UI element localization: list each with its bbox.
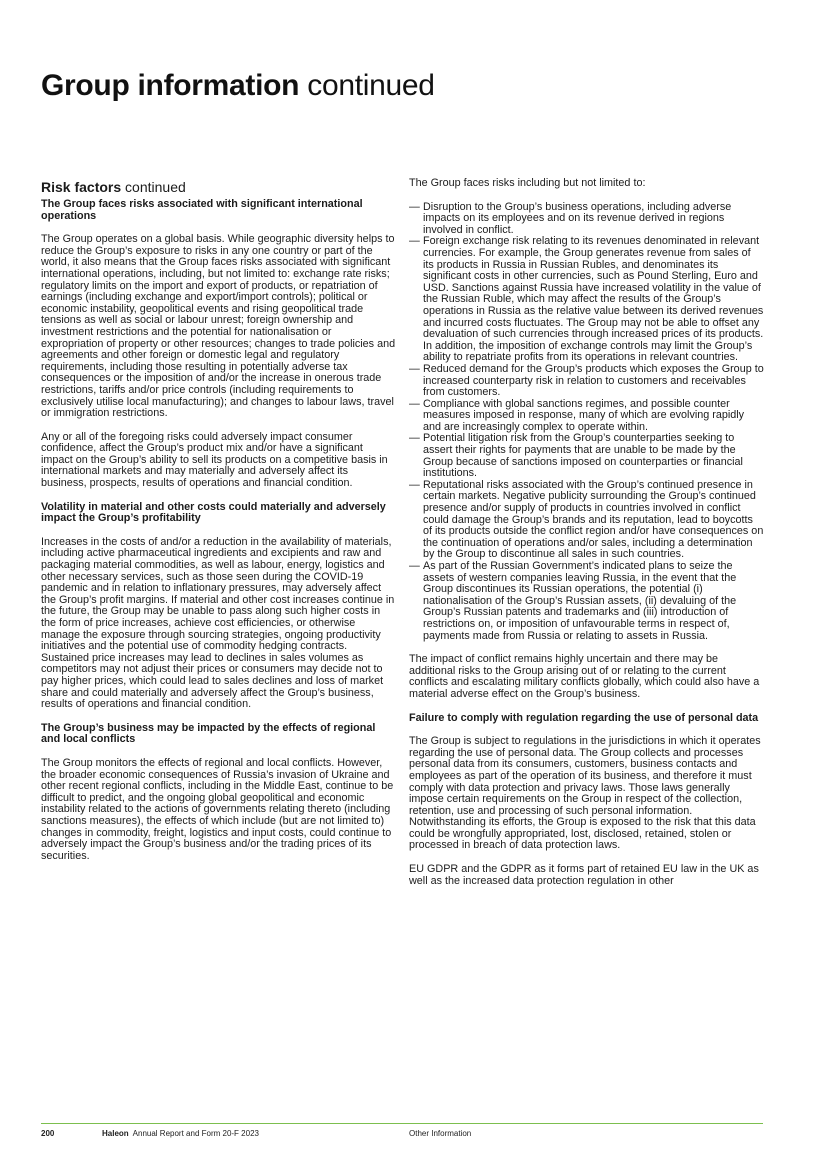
subhead-regional-conflicts: The Group’s business may be impacted by the effects of regional and local conflicts (41, 721, 376, 746)
subhead-personal-data: Failure to comply with regulation regarding the use of personal data (409, 711, 759, 724)
section-title (41, 178, 396, 196)
paragraph-consumer-confidence: Any or all of the foregoing risks could adversely impact consumer confidence, affect the Group’s product mix and/or have a significant impact on the Group’s ability to sell its products on a competitive basis in international markets and may materially and adversely affect its business, prospects, results of operations and financial condition. (41, 430, 388, 490)
list-item: — Potential litigation risk from the Group’s counterparties seeking to assert their rights for payments that are unable to be made by the Group because of sanctions imposed on counterparties or financial institutions. (409, 433, 764, 479)
list-item: — As part of the Russian Government’s indicated plans to seize the assets of western companies leaving Russia, in the event that the Group discontinues its Russian operations, the potential (i) nationalisation of the Group’s Russian assets, (ii) devaluing of the Group’s Russian patents and trademarks and (iii) introduction of restrictions on, or imposition of unfavourable terms in respect of, payments made from Russia or relating to assets in Russia. (409, 561, 764, 642)
page-title-bold: Group information (41, 69, 300, 102)
paragraph-regional-conflicts: The Group monitors the effects of regional and local conflicts. However, the broader economic consequences of Russia’s invasion of Ukraine and other recent regional conflicts, including in the Middle East, continue to be difficult to predict, and the ongoing global geopolitical and economic instability related to the actions of governments relating thereto (including sanctions measures), the effects of which include (but are not limited to) changes in commodity, freight, logistics and input costs, could continue to adversely impact the Group’s business and/or the trading prices of its securities. (41, 756, 394, 862)
footer-section-name: Other Information (409, 1129, 472, 1138)
list-item: — Disruption to the Group’s business operations, including adverse impacts on its employees and on its revenue derived in regions involved in conflict. (409, 202, 764, 237)
subhead-material-costs: Volatility in material and other costs could materially and adversely impact the Group’s profitability (41, 500, 386, 525)
section-title-continued: continued (121, 179, 186, 195)
paragraph-conflict-impact: The impact of conflict remains highly uncertain and there may be additional risks to the Group arising out of or relating to the current conflicts and escalating military conflicts globally, which could also have a material adverse effect on the Group’s business. (409, 653, 760, 700)
list-item: — Foreign exchange risk relating to its revenues denominated in relevant currencies. For example, the Group generates revenue from sales of its products in Russia in Russian Rubles, and denominates its significant costs in other currencies, such as Pound Sterling, Euro and USD. Sanctions against Russia have increased volatility in the value of the Russian Ruble, which may affect the results of the Group’s operations in Russia as the relative value between its derived revenues and incurred costs fluctuates. The Group may not be able to offset any devaluation of such currencies through increased prices of its products. In addition, the imposition of exchange controls may limit the Group’s ability to repatriate profits from its operations in relevant countries. (409, 236, 764, 364)
list-item: — Compliance with global sanctions regimes, and possible counter measures imposed in response, many of which are evolving rapidly and are increasingly complex to operate within. (409, 399, 764, 434)
footer-divider (41, 1123, 763, 1124)
page-number: 200 (41, 1129, 55, 1138)
paragraph-material-costs: Increases in the costs of and/or a reduction in the availability of materials, including active pharmaceutical ingredients and excipients and raw and packaging material commodities, as well as labour, energy, logistics and other necessary services, such as those seen during the COVID-19 pandemic and in relation to inflationary pressures, may adversely affect the Group’s profit margins. If material and other cost increases continue in the future, the Group may be unable to pass along such higher costs in the form of price increases, achieve cost efficiencies, or otherwise manage the exposure through sourcing strategies, ongoing productivity initiatives and the potential use of commodity hedging contracts. Sustained price increases may lead to declines in sales volumes as competitors may not adjust their prices or consumers may decide not to pay higher prices, which could lead to sales declines and loss of market share and could materially and adversely affect the Group’s business, results of operations and financial condition. (41, 535, 395, 711)
footer-report-title (102, 1129, 259, 1139)
list-item: — Reputational risks associated with the Group’s continued presence in certain markets. Negative publicity surrounding the Group’s continued presence and/or supply of products in countries involved in conflict could damage the Group’s brands and its reputation, lead to boycotts of its products outside the conflict region and/or have consequences on the continuation of operations and/or sales, including a determination by the Group to discontinue all sales in such countries. (409, 480, 764, 561)
right-column (409, 178, 764, 899)
risks-intro: The Group faces risks including but not limited to: (409, 177, 646, 189)
paragraph-gdpr: EU GDPR and the GDPR as it forms part of retained EU law in the UK as well as the increased data protection regulation in other (409, 863, 759, 887)
left-column (41, 178, 396, 874)
page-title (41, 66, 435, 106)
paragraph-international-operations: The Group operates on a global basis. While geographic diversity helps to reduce the Group’s exposure to risks in any one country or part of the world, it also means that the Group faces risks associated with significant international operations, including, but not limited to: exchange rate risks; regulatory limits on the import and export of products, or repatriation of earnings (including exchange and export/import controls); political or economic instability, geopolitical events and rising geopolitical trade tensions as well as social or labour unrest; foreign ownership and investment restrictions and the potential for nationalisation or expropriation of property or other resources; changes to trade policies and agreements and other foreign or domestic legal and regulatory requirements, including those resulting in potentially adverse tax consequences or the imposition of and/or the increase in onerous trade restrictions, tariffs and/or price controls (including requirements to exclusively utilise local manufacturing); and changes to labour laws, travel or immigration restrictions. (41, 233, 396, 420)
report-name: Annual Report and Form 20-F 2023 (132, 1129, 259, 1138)
page-title-continued: continued (299, 69, 435, 102)
paragraph-personal-data: The Group is subject to regulations in the jurisdictions in which it operates regarding the use of personal data. The Group collects and processes personal data from its consumers, customers, business contacts and employees as part of the operation of its business, and therefore it must comply with data protection and privacy laws. Those laws generally impose certain requirements on the Group in respect of the collection, retention, use and processing of such personal information. Notwithstanding its efforts, the Group is exposed to the risk that this data could be wrongfully appropriated, lost, disclosed, retained, stolen or processed in breach of data protection laws. (409, 735, 761, 852)
brand-name: Haleon (102, 1129, 129, 1138)
list-item: — Reduced demand for the Group’s products which exposes the Group to increased counterparty risk in relation to customers and receivables from customers. (409, 364, 764, 399)
subhead-international-operations: The Group faces risks associated with significant international operations (41, 198, 363, 222)
section-title-bold: Risk factors (41, 179, 122, 195)
risk-list (409, 202, 764, 643)
